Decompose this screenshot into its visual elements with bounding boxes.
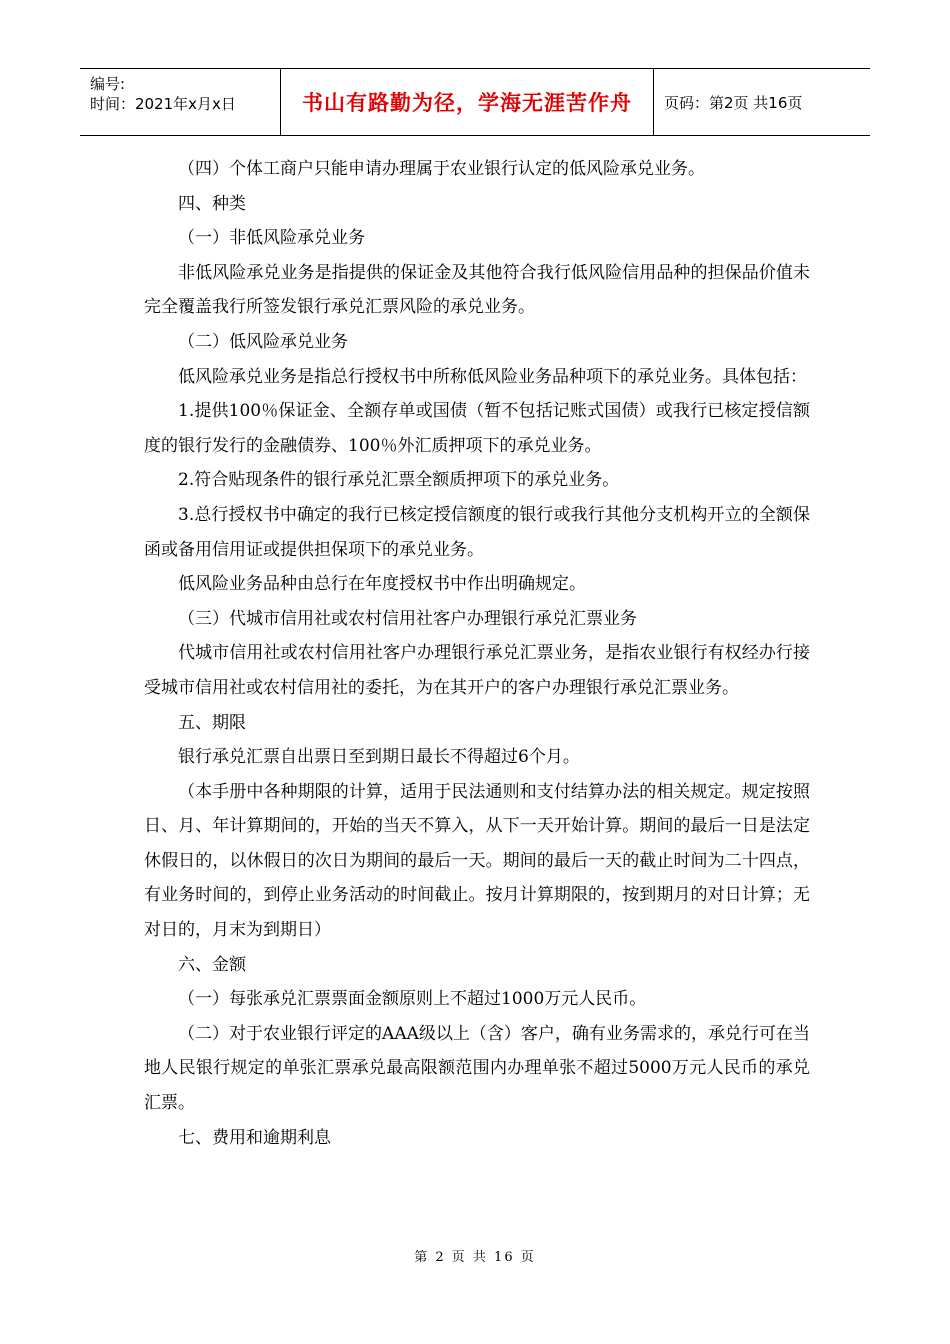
subsection-heading: （二）低风险承兑业务 [178,331,348,352]
section-heading: 五、期限 [178,712,246,733]
header-number-label: 编号: [90,75,126,93]
page-footer: 第 2 页 共 16 页 [414,1250,536,1265]
paragraph: 低风险业务品种由总行在年度授权书中作出明确规定。 [178,574,586,595]
header-motto: 书山有路勤为径，学海无涯苦作舟 [281,69,654,135]
list-item: 3.总行授权书中确定的我行已核定授信额度的银行或我行其他分支机构开立的全额保函或备用信用证或提供担保项下的承兑业务。 [144,504,810,560]
paragraph: 银行承兑汇票自出票日至到期日最长不得超过6个月。 [178,747,580,768]
section-heading: 七、费用和逾期利息 [178,1127,331,1148]
paragraph: （一）每张承兑汇票票面金额原则上不超过1000万元人民币。 [178,989,647,1010]
section-heading: 六、金额 [178,954,246,975]
list-item: 1.提供100％保证金、全额存单或国债（暂不包括记账式国债）或我行已核定授信额度的银行发行的金融债券、100％外汇质押项下的承兑业务。 [144,401,810,456]
paragraph: 代城市信用社或农村信用社客户办理银行承兑汇票业务，是指农业银行有权经办行接受城市信用社或农村信用社的委托，为在其开户的客户办理银行承兑汇票业务。 [144,643,810,698]
paragraph: （二）对于农业银行评定的AAA级以上（含）客户，确有业务需求的，承兑行可在当地人民银行规定的单张汇票承兑最高限额范围内办理单张不超过5000万元人民币的承兑汇票。 [144,1023,810,1114]
list-item: 2.符合贴现条件的银行承兑汇票全额质押项下的承兑业务。 [178,470,620,491]
document-body [144,152,810,1155]
subsection-heading: （一）非低风险承兑业务 [178,228,365,249]
header-meta-cell [80,69,281,135]
page-header [80,68,870,136]
paragraph: （四）个体工商户只能申请办理属于农业银行认定的低风险承兑业务。 [178,159,705,179]
subsection-heading: （三）代城市信用社或农村信用社客户办理银行承兑汇票业务 [178,608,637,629]
paragraph: 低风险承兑业务是指总行授权书中所称低风险业务品种项下的承兑业务。具体包括： [178,366,807,387]
paragraph: （本手册中各种期限的计算，适用于民法通则和支付结算办法的相关规定。规定按照日、月、年计算期间的，开始的当天不算入，从下一天开始计算。期间的最后一日是法定休假日的，以休假日的次日为期间的最后一天。期间的最后一天的截止时间为二十四点，有业务时间的，到停止业务活动的时间截止。按月计算期限的，按到期月的对日计算；无对日的，月末为到期日） [144,781,810,941]
paragraph: 非低风险承兑业务是指提供的保证金及其他符合我行低风险信用品种的担保品价值未完全覆盖我行所签发银行承兑汇票风险的承兑业务。 [144,262,810,318]
section-heading: 四、种类 [178,193,246,214]
header-time-label: 时间：2021年x月x日 [90,95,236,113]
header-page-info: 页码：第2页 共16页 [664,93,803,112]
